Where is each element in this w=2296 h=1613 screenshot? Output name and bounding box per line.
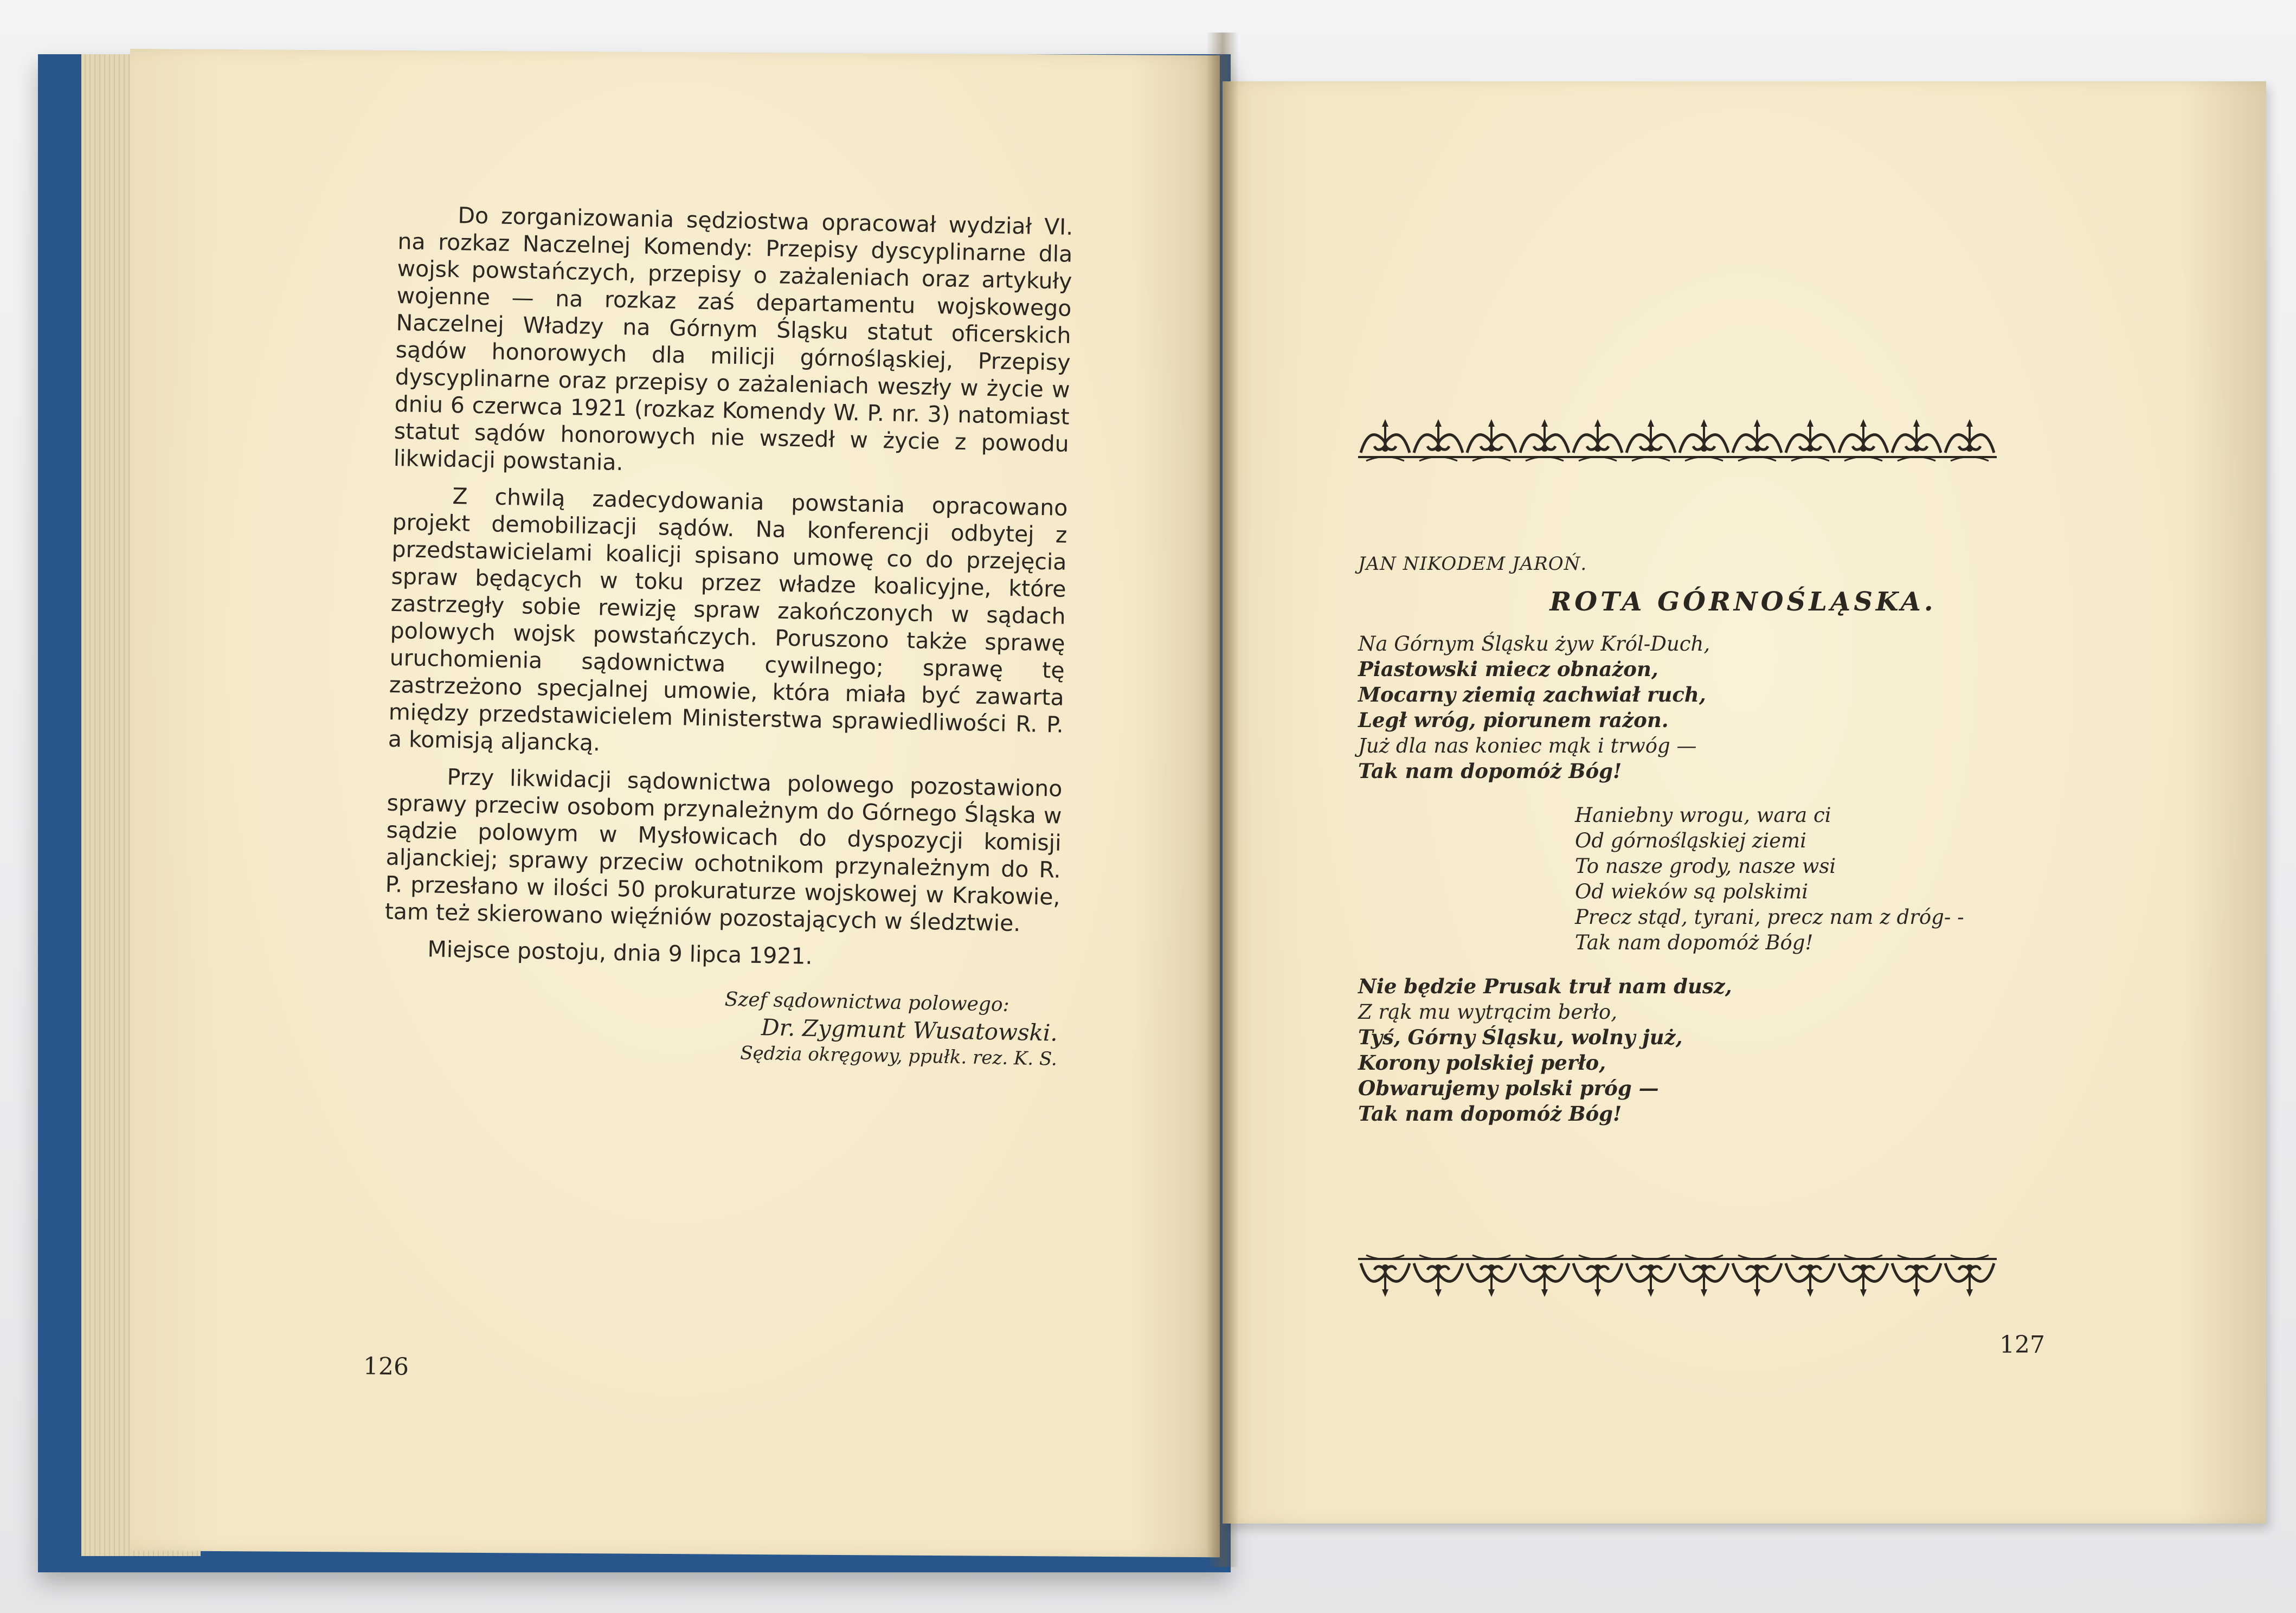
stanza-2 xyxy=(1575,802,2041,955)
page-number-left: 126 xyxy=(363,1352,409,1381)
ornament-border-top xyxy=(1358,415,2001,466)
poem-line: Od górnośląskiej ziemi xyxy=(1575,829,1806,852)
poem-author: JAN NIKODEM JAROŃ. xyxy=(1358,553,1587,575)
poem-line: Tak nam dopomóż Bóg! xyxy=(1358,759,1622,783)
poem-line: Tak nam dopomóż Bóg! xyxy=(1575,931,1813,954)
paragraph-3: Przy likwidacji sądownictwa polowego pozostawiono sprawy przeciw osobom przynależnym do Górnego Śląska w sądzie polowym w Mysłowicach do dyspozycji komisji aljanckiej; sprawy przeciw ochotnikom przynależnym do R. P. przesłano w ilości 50 prokuraturze wojskowej w Krakowie, tam też skierowano więźniów pozostających w śledztwie. xyxy=(384,763,1063,937)
poem-line: Tyś, Górny Śląsku, wolny już, xyxy=(1358,1025,1683,1049)
book-gutter xyxy=(1206,33,1239,1567)
poem-line: Obwarujemy polski próg — xyxy=(1358,1076,1659,1100)
poem-line: Już dla nas koniec mąk i trwóg — xyxy=(1358,734,1697,757)
poem-line: Z rąk mu wytrącim berło, xyxy=(1358,1000,1617,1024)
poem-line: Precz stąd, tyrani, precz nam z dróg- - xyxy=(1575,905,1964,929)
ornament-border-bottom xyxy=(1358,1250,2001,1301)
poem-line: Nie będzie Prusak truł nam dusz, xyxy=(1358,974,1732,998)
stanza-3 xyxy=(1358,974,2041,1127)
stanza-1 xyxy=(1358,631,2041,784)
poem-line: Haniebny wrogu, wara ci xyxy=(1575,804,1831,827)
signature-block xyxy=(382,980,1059,1071)
poem xyxy=(1358,553,2041,1145)
paragraph-2: Z chwilą zadecydowania powstania opracowano projekt demobilizacji sądów. Na konferencji odbytej z przedstawicielami koalicji spisano umowę co do przejęcia spraw będących w toku przez władze koalicyjne, które zastrzegły sobie rewizję spraw zakończonych w sądach polowych wojsk powstańczych. Poruszono także sprawę uruchomienia sądownictwa cywilnego; sprawę tę zastrzeżono specjalnej umowie, która miała być zawarta między przedstawicielem Ministerstwa sprawiedliwości R. P. a komisją aljancką. xyxy=(388,483,1068,756)
date-line: Miejsce postoju, dnia 9 lipca 1921. xyxy=(427,936,813,969)
poem-line: Od wieków są polskimi xyxy=(1575,880,1809,903)
paragraph-1: Do zorganizowania sędziostwa opracował wydział VI. na rozkaz Naczelnej Komendy: Przepisy dyscyplinarne dla wojsk powstańczych, przepisy o zażaleniach oraz artykuły wojenne — na rozkaz zaś departamentu wojskowego Naczelnej Władzy na Górnym Śląsku statut oficerskich sądów honorowych dla milicji górnośląskiej, Przepisy dyscyplinarne oraz przepisy o zażaleniach weszły w życie w dniu 6 czerwca 1921 (rozkaz Komendy W. P. nr. 3) natomiast statut sądów honorowych nie wszedł w życie z powodu likwidacji powstania. xyxy=(393,202,1073,476)
signature-title: Sędzia okręgowy, ppułk. rez. K. S. xyxy=(739,1042,1058,1070)
poem-line: Na Górnym Śląsku żyw Król-Duch, xyxy=(1358,632,1710,656)
poem-line: Legł wróg, piorunem rażon. xyxy=(1358,708,1669,732)
poem-line: Mocarny ziemią zachwiał ruch, xyxy=(1358,683,1706,706)
poem-line: To nasze grody, nasze wsi xyxy=(1575,854,1836,878)
page-number-right: 127 xyxy=(1999,1331,2045,1359)
poem-line: Piastowski miecz obnażon, xyxy=(1358,657,1658,681)
signature-name: Dr. Zygmunt Wusatowski. xyxy=(761,1014,1058,1046)
left-page-text xyxy=(382,201,1073,1071)
poem-title: ROTA GÓRNOŚLĄSKA. xyxy=(1549,587,1937,617)
poem-line: Korony polskiej perło, xyxy=(1358,1051,1606,1075)
signature-role: Szef sądownictwa polowego: xyxy=(724,988,1010,1016)
poem-line: Tak nam dopomóż Bóg! xyxy=(1358,1102,1622,1126)
